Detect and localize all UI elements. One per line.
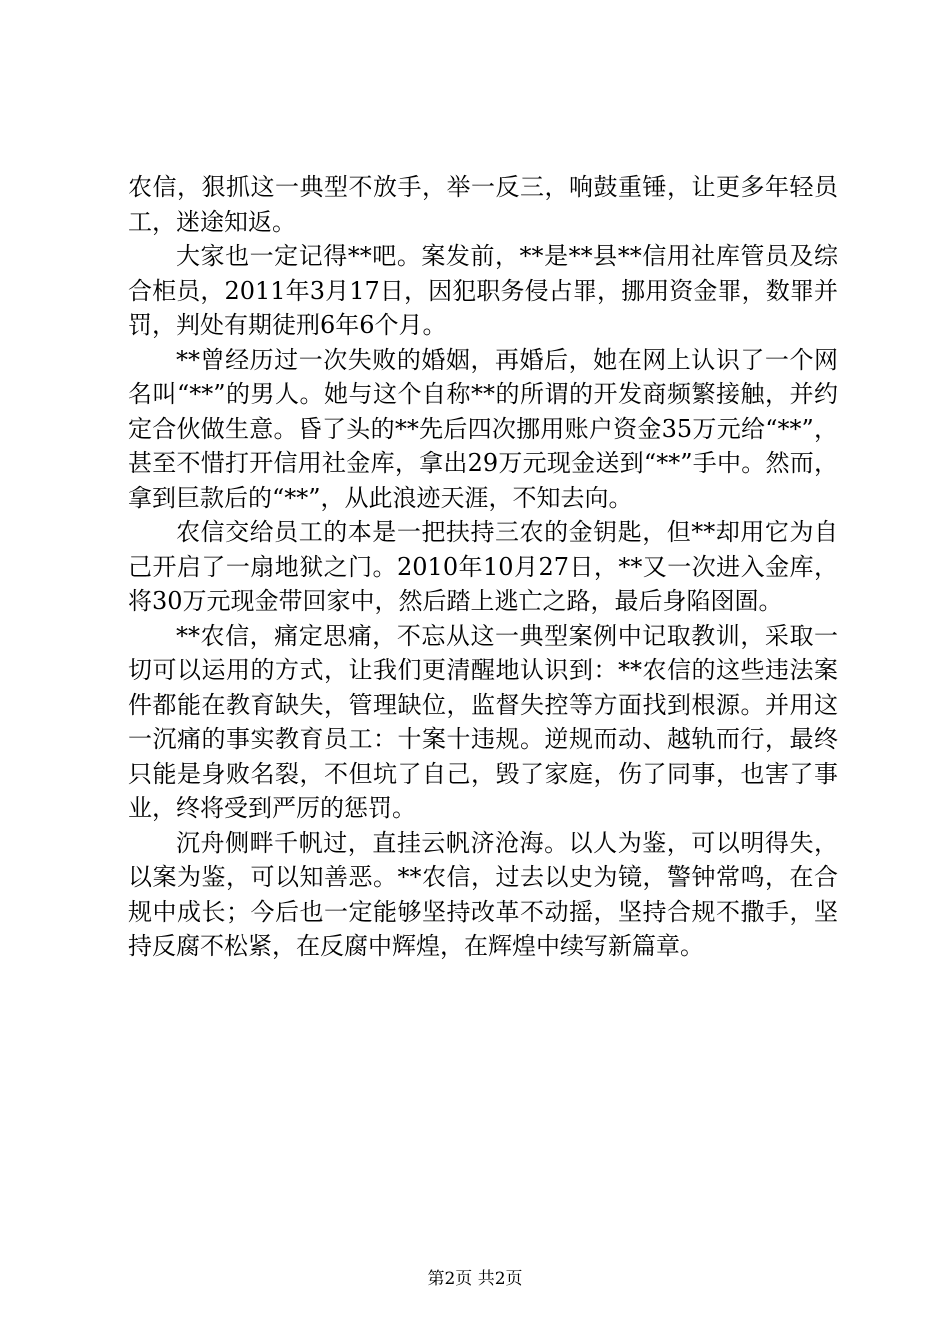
paragraph: 农信，狠抓这一典型不放手，举一反三，响鼓重锤，让更多年轻员工，迷途知返。 (128, 173, 838, 236)
paragraph: 大家也一定记得**吧。案发前，**是**县**信用社库管员及综合柜员，2011年3月17日，因犯职务侵占罪，挪用资金罪，数罪并罚，判处有期徒刑6年6个月。 (128, 242, 838, 339)
page-number-footer: 第2页 共2页 (427, 1269, 523, 1289)
paragraph: 沉舟侧畔千帆过，直挂云帆济沧海。以人为鉴，可以明得失，以案为鉴，可以知善恶。**农信，过去以史为镜，警钟常鸣，在合规中成长；今后也一定能够坚持改革不动摇，坚持合规不撒手，坚持反腐不松紧，在反腐中辉煌，在辉煌中续写新篇章。 (128, 828, 838, 960)
document-body (128, 170, 838, 964)
paragraph: 农信交给员工的本是一把扶持三农的金钥匙，但**却用它为自己开启了一扇地狱之门。2010年10月27日，**又一次进入金库，将30万元现金带回家中，然后踏上逃亡之路，最后身陷囹圄。 (128, 518, 838, 615)
paragraph: **曾经历过一次失败的婚姻，再婚后，她在网上认识了一个网名叫“**”的男人。她与这个自称**的所谓的开发商频繁接触，并约定合伙做生意。昏了头的**先后四次挪用账户资金35万元给“**”，甚至不惜打开信用社金库，拿出29万元现金送到“**”手中。然而，拿到巨款后的“**”，从此浪迹天涯，不知去向。 (128, 345, 838, 512)
paragraph: **农信，痛定思痛，不忘从这一典型案例中记取教训，采取一切可以运用的方式，让我们更清醒地认识到：**农信的这些违法案件都能在教育缺失，管理缺位，监督失控等方面找到根源。并用这一沉痛的事实教育员工：十案十违规。逆规而动、越轨而行，最终只能是身败名裂，不但坑了自己，毁了家庭，伤了同事，也害了事业，终将受到严厉的惩罚。 (128, 621, 838, 822)
